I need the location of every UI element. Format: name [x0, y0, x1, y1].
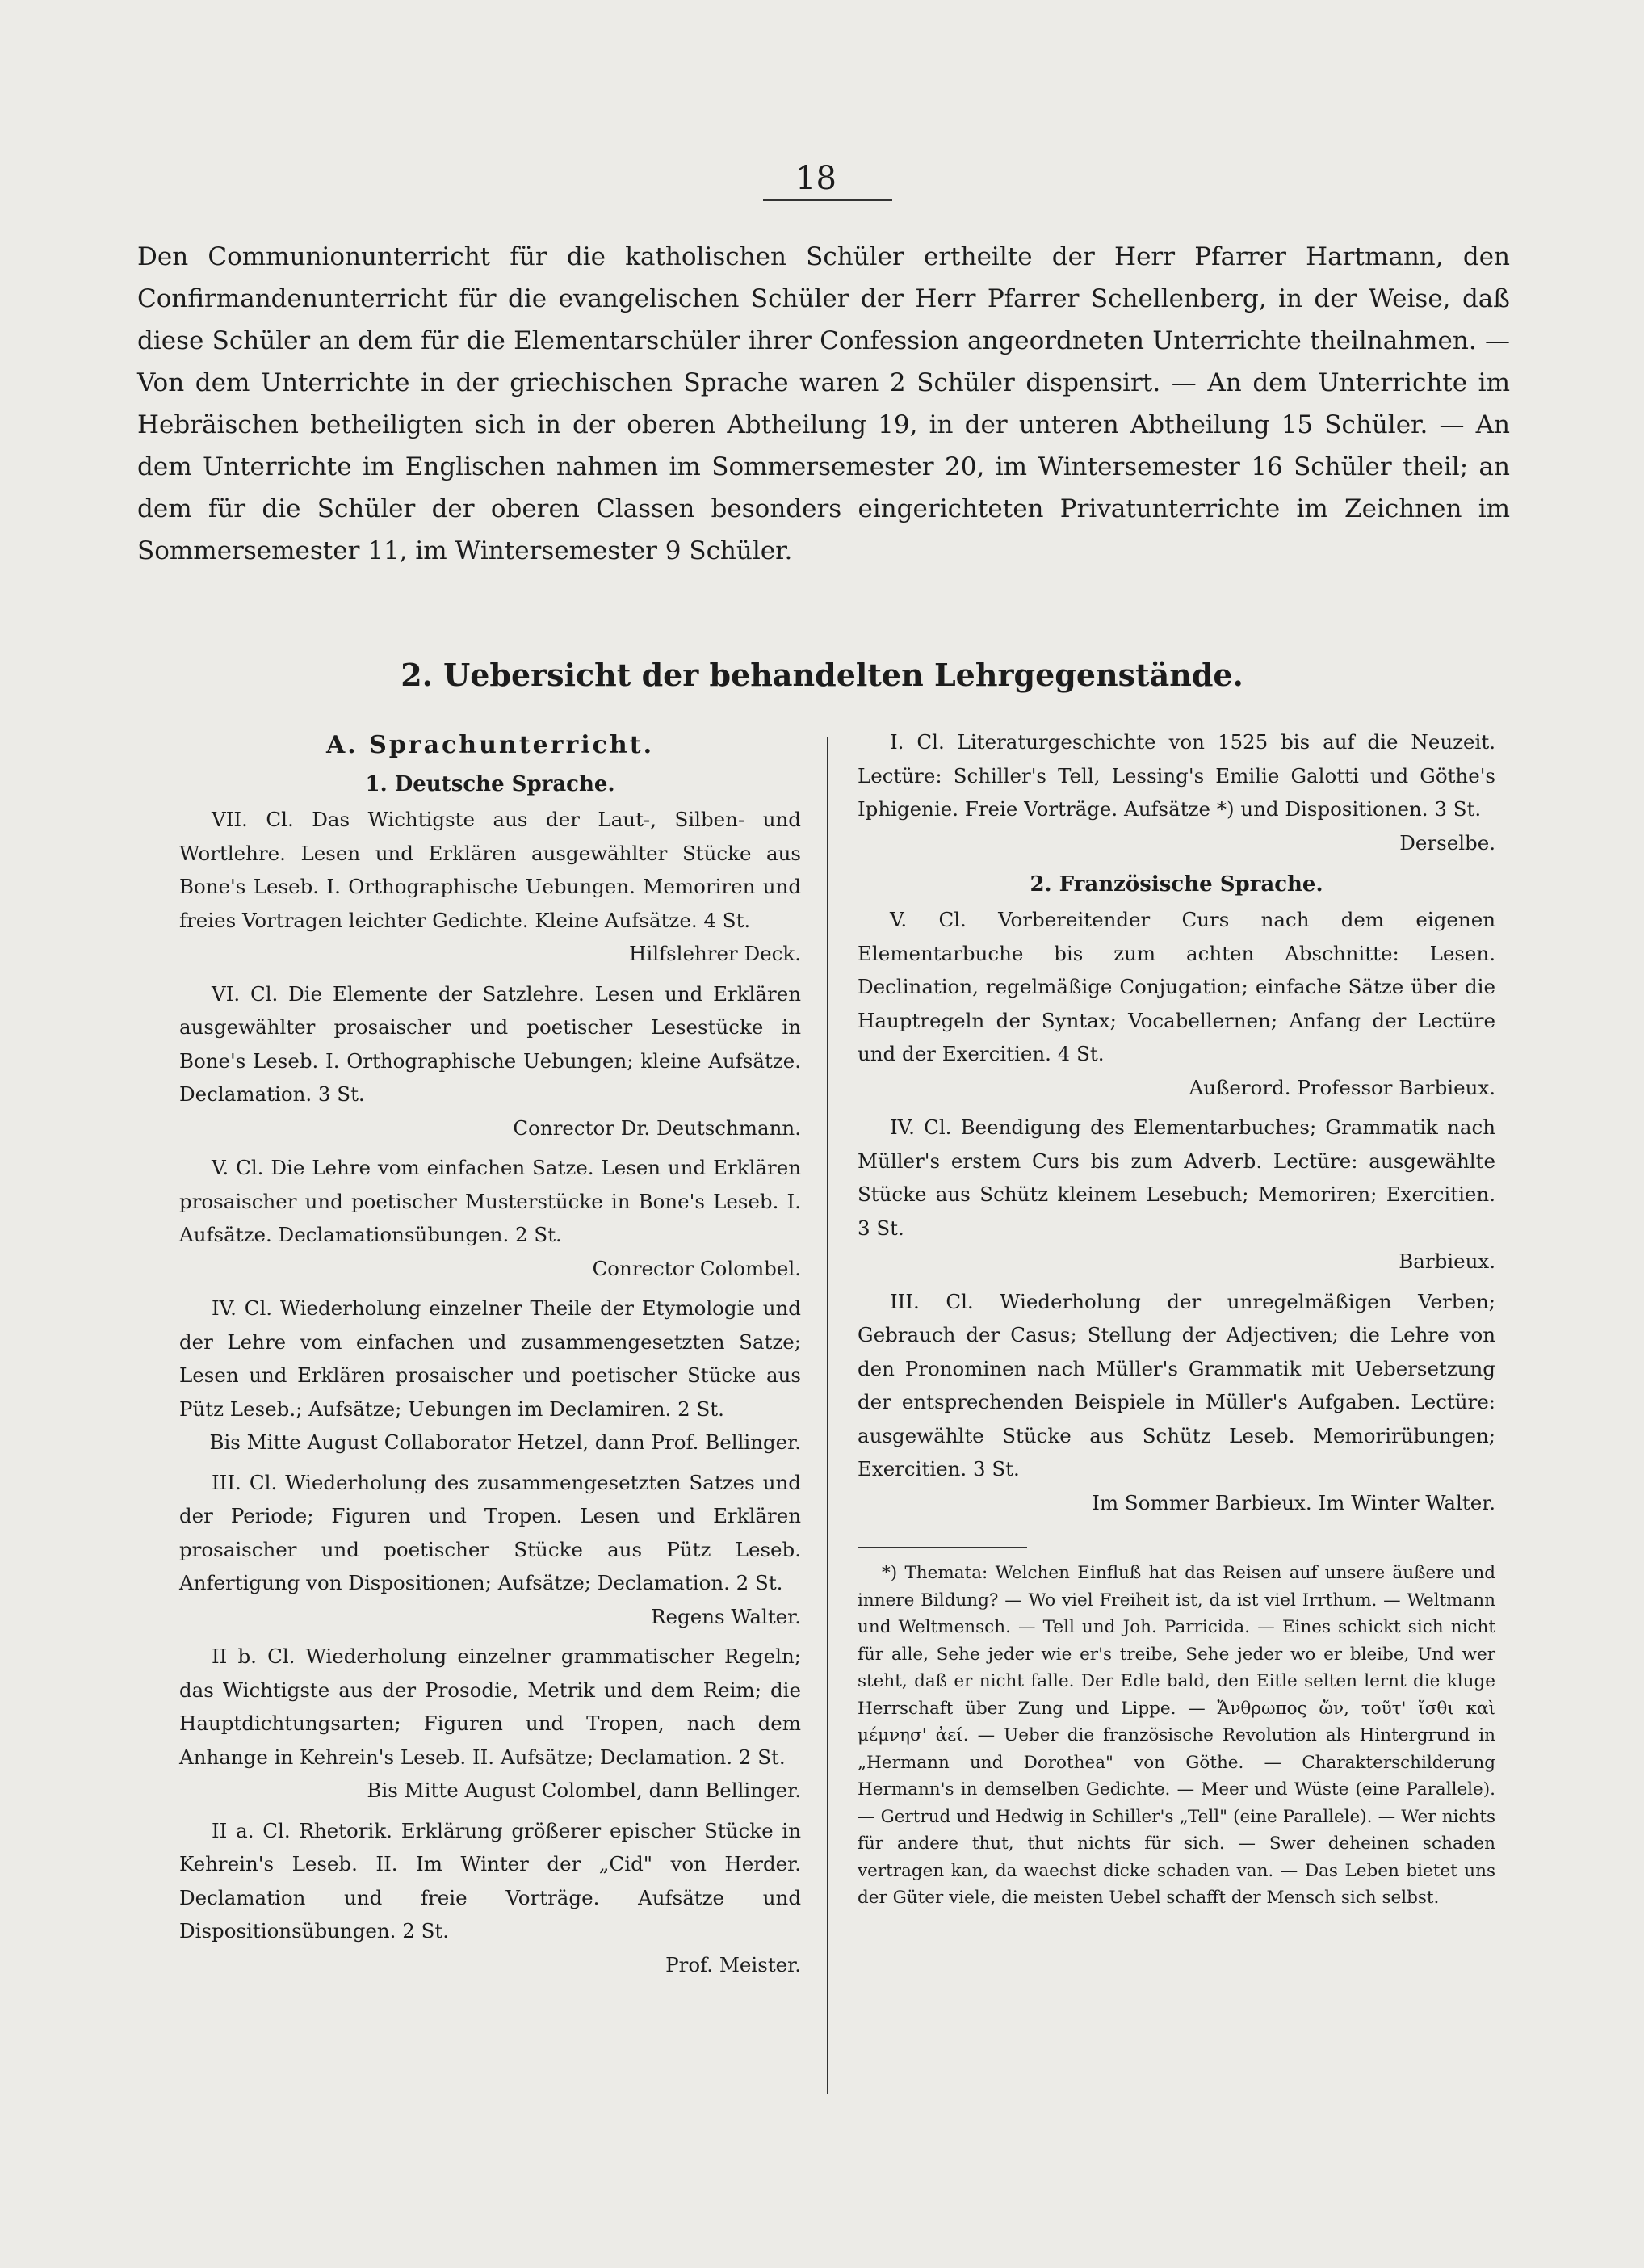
entry-teacher: Im Sommer Barbieux. Im Winter Walter.	[1092, 1490, 1495, 1514]
entry-franz-iv	[858, 1111, 1495, 1279]
page-number-rule	[763, 200, 892, 201]
intro-paragraph: Den Communionunterricht für die katholischen Schüler ertheilte der Herr Pfarrer Hartmann, den Confirmandenunterricht für die evangelischen Schüler der Herr Pfarrer Schellenberg, in der Weise, daß diese Schüler an dem für die Elementarschüler ihrer Confession angeordneten Unterrichte theilnahmen. — Von dem Unterrichte in der griechischen Sprache waren 2 Schüler dispensirt. — An dem Unterrichte im Hebräischen betheiligten sich in der oberen Abtheilung 19, in der unteren Abtheilung 15 Schüler. — An dem Unterrichte im Englischen nahmen im Sommersemester 20, im Wintersemester 16 Schüler theil; an dem für die Schüler der oberen Classen besonders eingerichteten Privatunterrichte im Zeichnen im Sommersemester 11, im Wintersemester 9 Schüler.	[137, 242, 1510, 565]
entry-teacher: Barbieux.	[1399, 1250, 1495, 1273]
entry-deutsch-iib	[179, 1640, 801, 1808]
entry-franz-v	[858, 903, 1495, 1104]
left-column	[179, 725, 801, 1988]
subheading-franzoesische-sprache: 2. Französische Sprache.	[1030, 872, 1323, 897]
entry-text: VI. Cl. Die Elemente der Satzlehre. Lesen und Erklären ausgewählter prosaischer und poetischer Lesestücke in Bone's Leseb. I. Orthographische Uebungen; kleine Aufsätze. Declamation. 3 St.	[179, 981, 801, 1106]
entry-teacher: Bis Mitte August Colombel, dann Bellinger.	[367, 1779, 801, 1802]
entry-text: V. Cl. Die Lehre vom einfachen Satze. Lesen und Erklären prosaischer und poetischer Musterstücke in Bone's Leseb. I. Aufsätze. Declamationsübungen. 2 St.	[179, 1156, 801, 1246]
entry-deutsch-iii	[179, 1466, 801, 1634]
entry-franz-iii	[858, 1285, 1495, 1520]
entry-teacher: Prof. Meister.	[665, 1952, 801, 1976]
entry-teacher: Außerord. Professor Barbieux.	[1189, 1075, 1495, 1099]
entry-text: III. Cl. Wiederholung des zusammengesetzten Satzes und der Periode; Figuren und Tropen. Lesen und Erklären prosaischer und poetischer Stücke aus Pütz Leseb. Anfertigung von Dispositionen; Aufsätze; Declamation. 2 St.	[179, 1470, 801, 1594]
entry-deutsch-v	[179, 1151, 801, 1285]
entry-deutsch-vii	[179, 803, 801, 971]
entry-teacher: Hilfslehrer Deck.	[629, 942, 801, 965]
entry-text: II b. Cl. Wiederholung einzelner grammatischer Regeln; das Wichtigste aus der Prosodie, Metrik und dem Reim; die Hauptdichtungsarten; Figuren und Tropen, nach dem Anhange in Kehrein's Leseb. II. Aufsätze; Declamation. 2 St.	[179, 1644, 801, 1769]
footnote: *) Themata: Welchen Einfluß hat das Reisen auf unsere äußere und innere Bildung? — Wo viel Freiheit ist, da ist viel Irrthum. — Weltmann und Weltmensch. — Tell und Joh. Parricida. — Eines schickt sich nicht für alle, Sehe jeder wie er's treibe, Sehe jeder wo er bleibe, Und wer steht, daß er nicht falle. Der Edle bald, den Eitle selten lernt die kluge Herrschaft über Zung und Lippe. — Ἄνθρωπος ὤν, τοῦτ' ἴσθι καὶ μέμνησ' ἀεί. — Ueber die französische Revolution als Hintergrund in „Hermann und Dorothea" von Göthe. — Charakterschilderung Hermann's in demselben Gedichte. — Meer und Wüste (eine Parallele). — Gertrud und Hedwig in Schiller's „Tell" (eine Parallele). — Wer nichts für andere thut, thut nichts für sich. — Swer deheinen schaden vertragen kan, da waechst dicke schaden van. — Das Leben bietet uns der Güter viele, die meisten Uebel schafft der Mensch sich selbst.	[858, 1563, 1495, 1908]
entry-deutsch-iv	[179, 1292, 801, 1460]
footnote-rule	[858, 1547, 1027, 1548]
entry-teacher: Conrector Dr. Deutschmann.	[513, 1115, 801, 1140]
entry-text: IV. Cl. Beendigung des Elementarbuches; Grammatik nach Müller's erstem Curs bis zum Adverb. Lectüre: ausgewählte Stücke aus Schütz kleinem Lesebuch; Memoriren; Exercitien. 3 St.	[858, 1115, 1495, 1240]
entry-teacher: Conrector Colombel.	[592, 1256, 801, 1280]
entry-deutsch-i	[858, 725, 1495, 859]
entry-text: IV. Cl. Wiederholung einzelner Theile der Etymologie und der Lehre vom einfachen und zusammengesetzten Satze; Lesen und Erklären prosaischer und poetischer Stücke aus Pütz Leseb.; Aufsätze; Uebungen im Declamiren. 2 St.	[179, 1296, 801, 1421]
entry-deutsch-iia	[179, 1814, 801, 1982]
entry-teacher: Bis Mitte August Collaborator Hetzel, dann Prof. Bellinger.	[209, 1430, 801, 1454]
column-divider	[827, 737, 828, 2094]
entry-teacher: Derselbe.	[1399, 830, 1495, 855]
entry-text: II a. Cl. Rhetorik. Erklärung größerer epischer Stücke in Kehrein's Leseb. II. Im Winter der „Cid" von Herder. Declamation und freie Vorträge. Aufsätze und Dispositionsübungen. 2 St.	[179, 1818, 801, 1942]
section-title: 2. Uebersicht der behandelten Lehrgegenstände.	[401, 657, 1243, 693]
entry-text: III. Cl. Wiederholung der unregelmäßigen Verben; Gebrauch der Casus; Stellung der Adjectiven; die Lehre von den Pronominen nach Müller's Grammatik mit Uebersetzung der entsprechenden Beispiele in Müller's Aufgaben. Lectüre: ausgewählte Stücke aus Schütz Leseb. Memorirübungen; Exercitien. 3 St.	[858, 1289, 1495, 1480]
subheading-deutsche-sprache: 1. Deutsche Sprache.	[365, 772, 615, 796]
right-column	[858, 725, 1495, 1912]
heading-sprachunterricht: A. Sprachunterricht.	[325, 731, 655, 759]
entry-text: V. Cl. Vorbereitender Curs nach dem eigenen Elementarbuche bis zum achten Abschnitte: Lesen. Declination, regelmäßige Conjugation; einfache Sätze über die Hauptregeln der Syntax; Vocabellernen; Anfang der Lectüre und der Exercitien. 4 St.	[858, 908, 1495, 1065]
entry-teacher: Regens Walter.	[651, 1604, 801, 1628]
page-number: 18	[795, 160, 837, 197]
entry-text: I. Cl. Literaturgeschichte von 1525 bis auf die Neuzeit. Lectüre: Schiller's Tell, Lessing's Emilie Galotti und Göthe's Iphigenie. Freie Vorträge. Aufsätze *) und Dispositionen. 3 St.	[858, 730, 1495, 821]
entry-text: VII. Cl. Das Wichtigste aus der Laut-, Silben- und Wortlehre. Lesen und Erklären ausgewählter Stücke aus Bone's Leseb. I. Orthographische Uebungen. Memoriren und freies Vortragen leichter Gedichte. Kleine Aufsätze. 4 St.	[179, 808, 801, 932]
entry-deutsch-vi	[179, 977, 801, 1145]
